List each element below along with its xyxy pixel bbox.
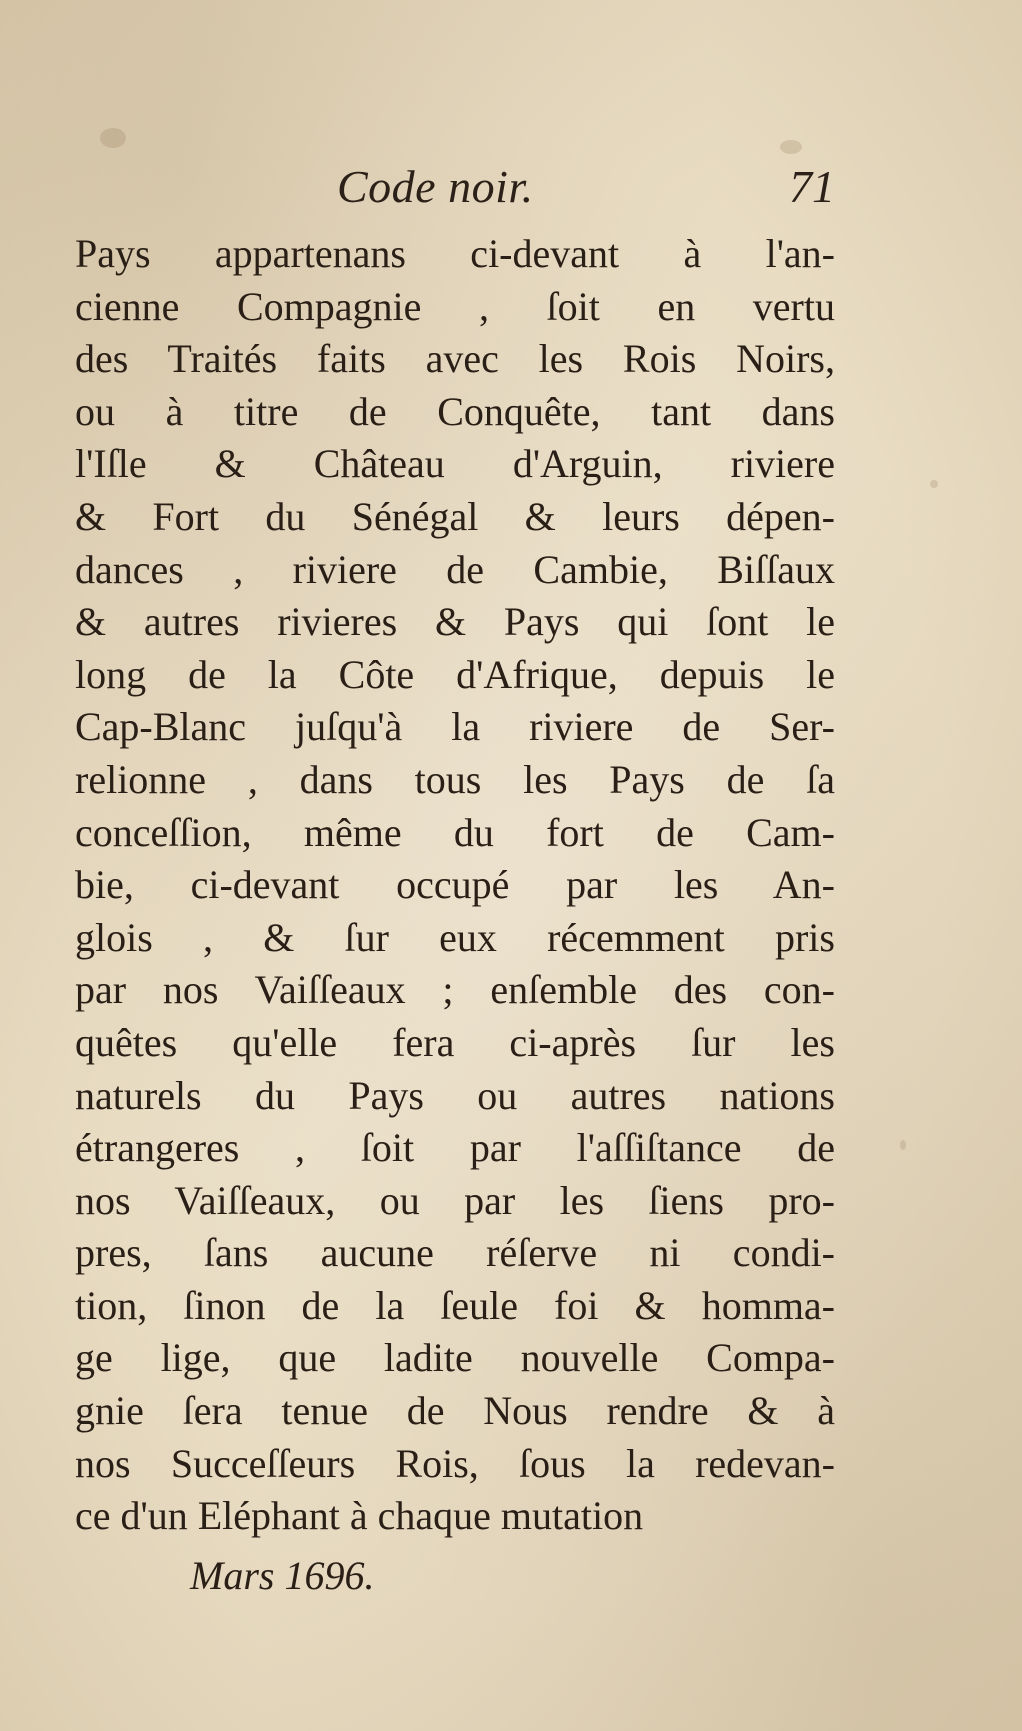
text-line: gnie ſera tenue de Nous rendre & à: [75, 1388, 835, 1434]
text-line: & autres rivieres & Pays qui ſont le: [75, 599, 835, 645]
text-line: quêtes qu'elle fera ci-après ſur les: [75, 1019, 835, 1065]
text-line: étrangeres , ſoit par l'aſſiſtance de: [75, 1125, 835, 1171]
running-head: [75, 160, 835, 220]
running-head-title: Code noir.: [337, 161, 534, 212]
text-line: cienne Compagnie , ſoit en vertu: [75, 283, 835, 329]
text-line: tion, ſinon de la ſeule foi & homma-: [75, 1282, 835, 1328]
text-line: ge lige, que ladite nouvelle Compa-: [75, 1335, 835, 1381]
text-line: conceſſion, même du fort de Cam-: [75, 809, 835, 855]
body-text: [75, 228, 835, 1543]
page-number: 71: [789, 161, 835, 212]
foxing-spot: [100, 128, 126, 148]
text-line: bie, ci-devant occupé par les An-: [75, 862, 835, 908]
foxing-spot: [780, 140, 802, 154]
text-line: nos Succeſſeurs Rois, ſous la redevan-: [75, 1440, 835, 1486]
text-line: l'Iſle & Château d'Arguin, riviere: [75, 441, 835, 487]
text-line: ou à titre de Conquête, tant dans: [75, 388, 835, 434]
text-line: des Traités faits avec les Rois Noirs,: [75, 336, 835, 382]
text-line: nos Vaiſſeaux, ou par les ſiens pro-: [75, 1177, 835, 1223]
foxing-spot: [930, 480, 938, 488]
date-line: Mars 1696.: [190, 1553, 375, 1598]
text-line: Pays appartenans ci-devant à l'an-: [75, 231, 835, 276]
text-line: naturels du Pays ou autres nations: [75, 1072, 835, 1118]
text-line: relionne , dans tous les Pays de ſa: [75, 756, 835, 802]
text-line: glois , & ſur eux récemment pris: [75, 914, 835, 960]
text-line: Cap-Blanc juſqu'à la riviere de Ser-: [75, 704, 835, 750]
text-line: & Fort du Sénégal & leurs dépen-: [75, 493, 835, 539]
text-line: ce d'un Eléphant à chaque mutation: [75, 1493, 644, 1539]
text-line: pres, ſans aucune réſerve ni condi-: [75, 1230, 835, 1276]
foxing-spot: [900, 1140, 906, 1150]
text-line: dances , riviere de Cambie, Biſſaux: [75, 546, 835, 592]
text-line: long de la Côte d'Afrique, depuis le: [75, 651, 835, 697]
text-line: par nos Vaiſſeaux ; enſemble des con-: [75, 967, 835, 1013]
